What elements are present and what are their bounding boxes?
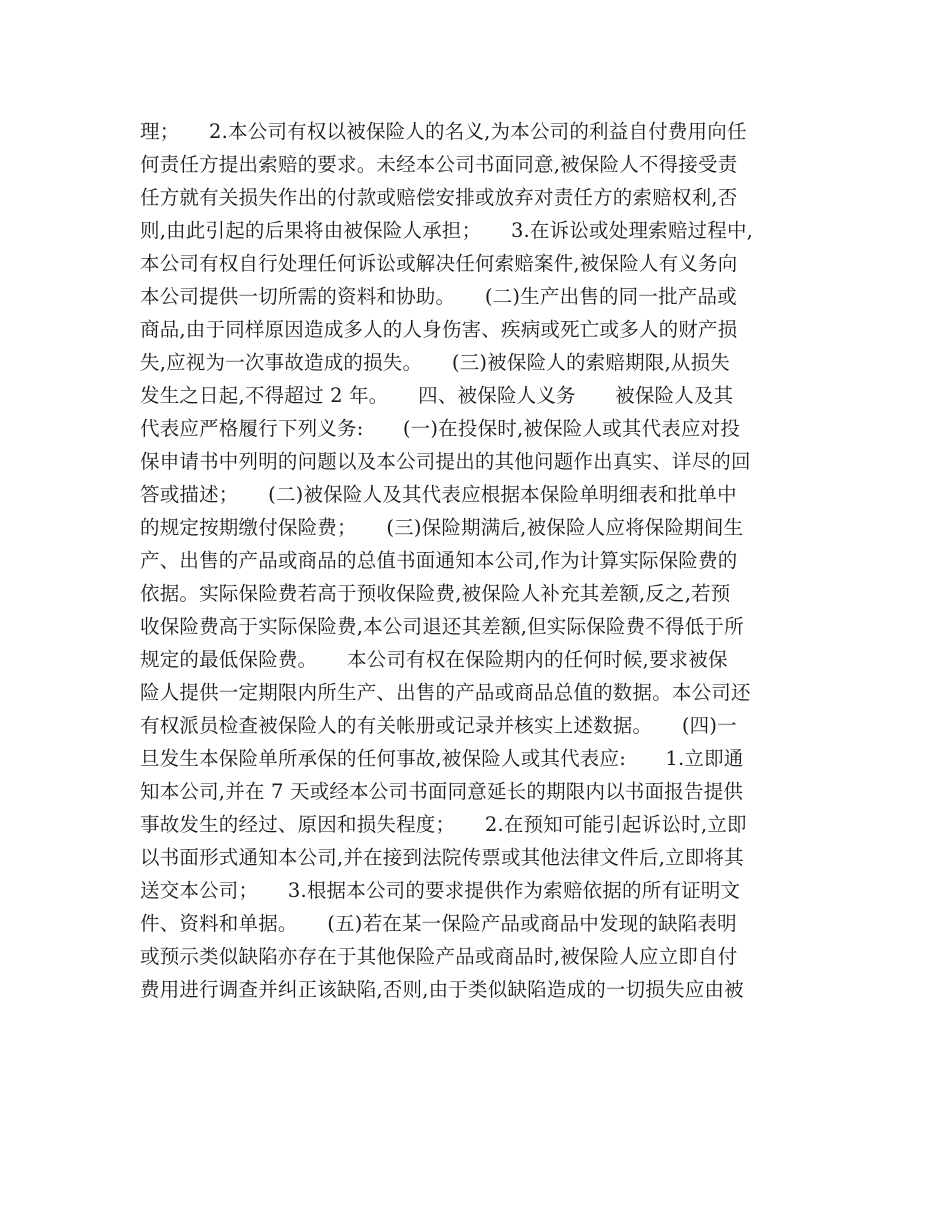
text-line: 保申请书中列明的问题以及本公司提出的其他问题作出真实、详尽的回 bbox=[140, 450, 751, 473]
text-line: 何责任方提出索赔的要求。未经本公司书面同意,被保险人不得接受责 bbox=[140, 153, 738, 176]
text-line: 费用进行调查并纠正该缺陷,否则,由于类似缺陷造成的一切损失应由被 bbox=[140, 978, 744, 1001]
text-line: 依据。实际保险费若高于预收保险费,被保险人补充其差额,反之,若预 bbox=[140, 582, 731, 605]
text-line: 理； 2.本公司有权以被保险人的名义,为本公司的利益自付费用向任 bbox=[140, 120, 747, 143]
text-line: 知本公司,并在 7 天或经本公司书面同意延长的期限内以书面报告提供 bbox=[140, 780, 744, 803]
text-line: 的规定按期缴付保险费； (三)保险期满后,被保险人应将保险期间生 bbox=[140, 516, 744, 539]
text-line: 险人提供一定期限内所生产、出售的产品或商品总值的数据。本公司还 bbox=[140, 681, 751, 704]
text-line: 失,应视为一次事故造成的损失。 (三)被保险人的索赔期限,从损失 bbox=[140, 351, 730, 374]
text-line: 本公司提供一切所需的资料和协助。 (二)生产出售的同一批产品或 bbox=[140, 285, 737, 308]
text-line: 旦发生本保险单所承保的任何事故,被保险人或其代表应: 1.立即通 bbox=[140, 747, 744, 770]
text-line: 事故发生的经过、原因和损失程度； 2.在预知可能引起诉讼时,立即 bbox=[140, 813, 747, 836]
text-line: 收保险费高于实际保险费,本公司退还其差额,但实际保险费不得低于所 bbox=[140, 615, 744, 638]
text-line: 发生之日起,不得超过 2 年。 四、被保险人义务 被保险人及其 bbox=[140, 384, 734, 407]
text-line: 产、出售的产品或商品的总值书面通知本公司,作为计算实际保险费的 bbox=[140, 549, 738, 572]
text-line: 答或描述； (二)被保险人及其代表应根据本保险单明细表和批单中 bbox=[140, 483, 737, 506]
text-line: 或预示类似缺陷亦存在于其他保险产品或商品时,被保险人应立即自付 bbox=[140, 945, 738, 968]
text-line: 以书面形式通知本公司,并在接到法院传票或其他法律文件后,立即将其 bbox=[140, 846, 744, 869]
text-line: 送交本公司； 3.根据本公司的要求提供作为索赔依据的所有证明文 bbox=[140, 879, 741, 902]
text-line: 则,由此引起的后果将由被保险人承担； 3.在诉讼或处理索赔过程中, bbox=[140, 219, 754, 242]
text-line: 规定的最低保险费。 本公司有权在保险期内的任何时候,要求被保 bbox=[140, 648, 728, 671]
text-line: 代表应严格履行下列义务: (一)在投保时,被保险人或其代表应对投 bbox=[140, 417, 741, 440]
text-line: 任方就有关损失作出的付款或赔偿安排或放弃对责任方的索赔权利,否 bbox=[140, 186, 738, 209]
text-line: 件、资料和单据。 (五)若在某一保险产品或商品中发现的缺陷表明 bbox=[140, 912, 737, 935]
text-line: 商品,由于同样原因造成多人的人身伤害、疾病或死亡或多人的财产损 bbox=[140, 318, 738, 341]
text-line: 本公司有权自行处理任何诉讼或解决任何索赔案件,被保险人有义务向 bbox=[140, 252, 738, 275]
text-line: 有权派员检查被保险人的有关帐册或记录并核实上述数据。 (四)一 bbox=[140, 714, 737, 737]
document-body bbox=[140, 115, 830, 1006]
